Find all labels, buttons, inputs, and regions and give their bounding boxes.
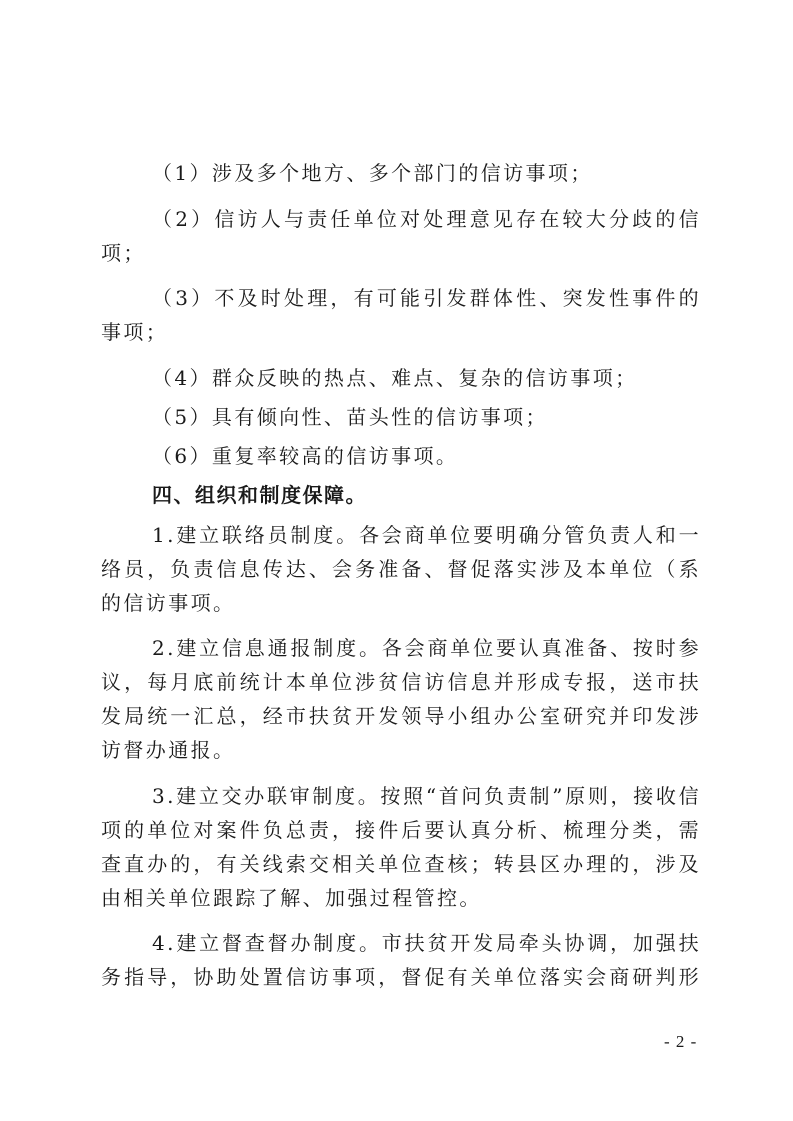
page-number: - 2 - bbox=[664, 1032, 698, 1051]
text-line: 项； bbox=[101, 241, 146, 265]
text-line: （4）群众反映的热点、难点、复杂的信访事项； bbox=[152, 366, 638, 390]
text-line: 议，每月底前统计本单位涉贫信访信息并形成专报，送市扶 bbox=[101, 670, 701, 694]
text-line: （1）涉及多个地方、多个部门的信访事项； bbox=[152, 161, 593, 185]
text-line: 的信访事项。 bbox=[101, 591, 236, 615]
text-line: 3.建立交办联审制度。按照“首问负责制”原则，接收信 bbox=[152, 784, 701, 808]
text-line: 项的单位对案件负总责，接件后要认真分析、梳理分类，需 bbox=[101, 818, 701, 842]
text-line: 4.建立督查督办制度。市扶贫开发局牵头协调，加强扶 bbox=[152, 931, 701, 955]
text-line: （3）不及时处理，有可能引发群体性、突发性事件的 bbox=[152, 286, 701, 310]
section-heading: 四、组织和制度保障。 bbox=[152, 483, 367, 507]
text-line: （5）具有倾向性、苗头性的信访事项； bbox=[152, 405, 548, 429]
text-line: 发局统一汇总，经市扶贫开发领导小组办公室研究并印发涉 bbox=[101, 704, 701, 728]
text-line: 2.建立信息通报制度。各会商单位要认真准备、按时参 bbox=[152, 636, 701, 660]
text-line: 络员，负责信息传达、会务准备、督促落实涉及本单位（系 bbox=[101, 557, 701, 581]
text-line: 查直办的，有关线索交相关单位查核；转县区办理的，涉及 bbox=[101, 852, 701, 876]
text-line: 由相关单位跟踪了解、加强过程管控。 bbox=[101, 886, 482, 910]
text-line: （2）信访人与责任单位对处理意见存在较大分歧的信 bbox=[152, 207, 701, 231]
text-line: 事项； bbox=[101, 320, 169, 344]
text-line: 务指导，协助处置信访事项，督促有关单位落实会商研判形 bbox=[101, 965, 701, 989]
text-line: （6）重复率较高的信访事项。 bbox=[152, 444, 459, 468]
text-line: 访督办通报。 bbox=[101, 738, 236, 762]
text-line: 1.建立联络员制度。各会商单位要明确分管负责人和一 bbox=[152, 523, 701, 547]
